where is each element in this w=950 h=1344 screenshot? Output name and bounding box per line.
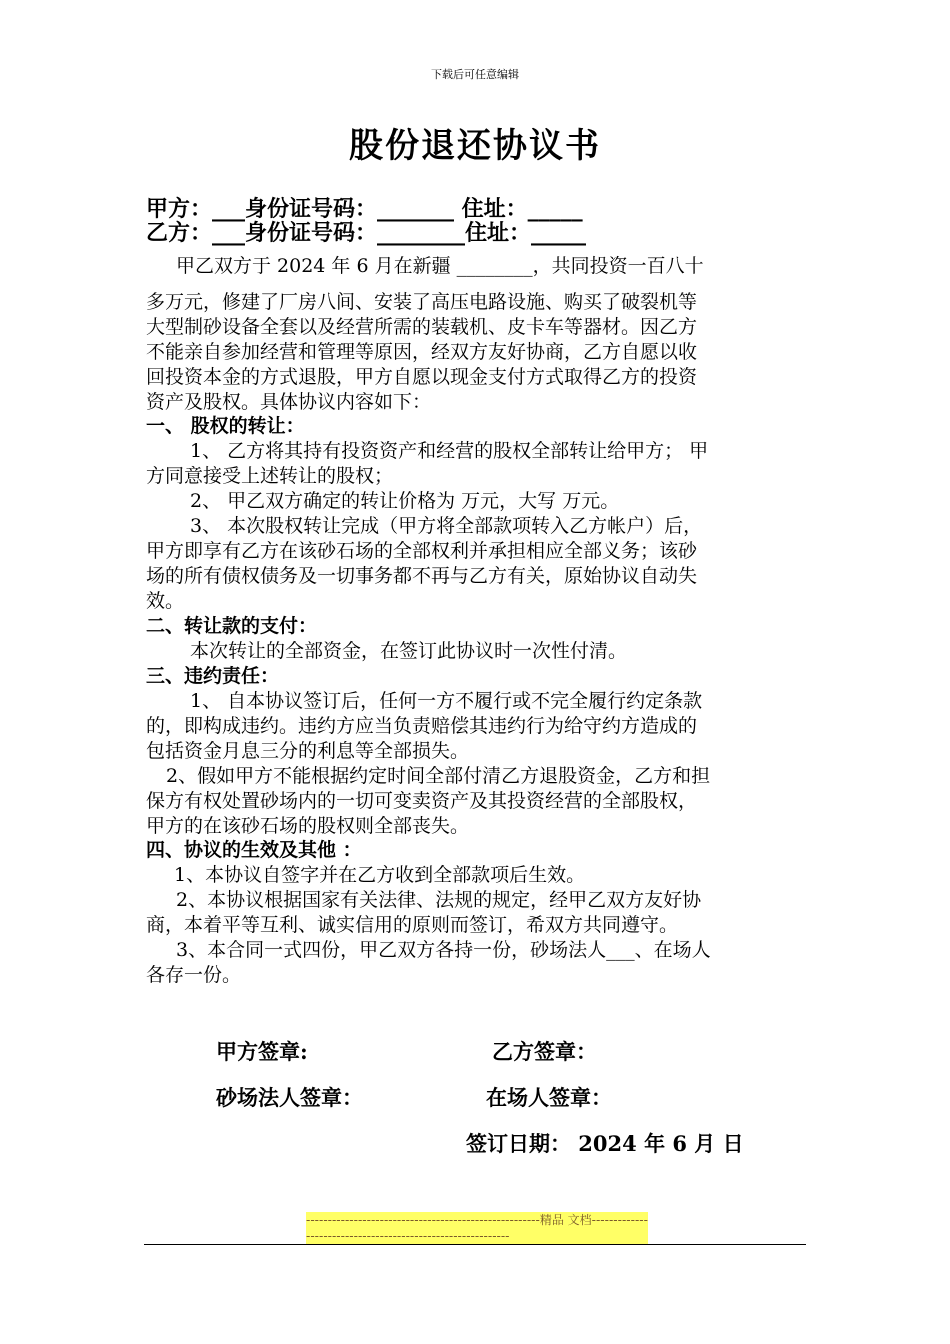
onsite-signature-label: 在场人签章： — [486, 1085, 612, 1110]
party-b-signature-label: 乙方签章： — [492, 1039, 597, 1064]
section-line: 商，本着平等互利、诚实信用的原则而签订，希双方共同遵守。 — [146, 914, 679, 936]
section-line: 2、 甲乙双方确定的转让价格为 万元，大写 万元。 — [190, 490, 620, 512]
section-line: 2、本协议根据国家有关法律、法规的规定，经甲乙双方友好协 — [176, 889, 702, 911]
intro-line: 大型制砂设备全套以及经营所需的装载机、皮卡车等器材。因乙方 — [146, 316, 698, 338]
legal-rep-signature-label: 砂场法人签章： — [216, 1085, 363, 1110]
section-line: 效。 — [146, 590, 185, 612]
intro-line: 不能亲自参加经营和管理等原因，经双方友好协商，乙方自愿以收 — [146, 341, 698, 363]
section-line: 的，即构成违约。违约方应当负责赔偿其违约行为给守约方造成的 — [146, 715, 698, 737]
section-heading: 三、违约责任： — [146, 665, 280, 687]
intro-line: 甲乙双方于 2024 年 6 月在新疆 ________，共同投资一百八十 — [176, 255, 704, 277]
section-line: 场的所有债权债务及一切事务都不再与乙方有关，原始协议自动失 — [146, 565, 698, 587]
section-line: 2、假如甲方不能根据约定时间全部付清乙方退股资金，乙方和担 — [166, 765, 711, 787]
bottom-rule — [144, 1244, 806, 1245]
section-line: 方同意接受上述转让的股权； — [146, 465, 394, 487]
section-line: 甲方即享有乙方在该砂石场的全部权利并承担相应全部义务；该砂 — [146, 540, 698, 562]
section-line: 1、 乙方将其持有投资资产和经营的股权全部转让给甲方； 甲 — [190, 440, 709, 462]
party-a-signature-label: 甲方签章: — [216, 1039, 308, 1064]
signing-date: 签订日期： 2024 年 6 月 日 — [466, 1131, 744, 1156]
section-line: 本次转让的全部资金，在签订此协议时一次性付清。 — [190, 640, 628, 662]
section-line: 各存一份。 — [146, 964, 242, 986]
intro-line: 回投资本金的方式退股，甲方自愿以现金支付方式取得乙方的投资 — [146, 366, 698, 388]
party-b-line: 乙方：___身份证号码：________住址：_____ — [146, 220, 587, 246]
section-heading: 一、 股权的转让： — [146, 415, 305, 437]
document-title: 股份退还协议书 — [349, 126, 601, 166]
section-line: 保方有权处置砂场内的一切可变卖资产及其投资经营的全部股权， — [146, 790, 698, 812]
intro-line: 多万元，修建了厂房八间、安装了高压电路设施、购买了破裂机等 — [146, 291, 698, 313]
footer-banner: ------------------------------------------------------精品 文档------------------------------------------------------------ — [306, 1213, 648, 1243]
section-heading: 二、转让款的支付： — [146, 615, 318, 637]
section-line: 1、 自本协议签订后，任何一方不履行或不完全履行约定条款 — [190, 690, 703, 712]
section-line: 1、本协议自签字并在乙方收到全部款项后生效。 — [174, 864, 586, 886]
section-line: 3、 本次股权转让完成（甲方将全部款项转入乙方帐户）后， — [190, 515, 703, 537]
section-line: 甲方的在该砂石场的股权则全部丧失。 — [146, 815, 470, 837]
intro-line: 资产及股权。具体协议内容如下： — [146, 391, 432, 413]
header-note: 下载后可任意编辑 — [431, 68, 519, 81]
section-line: 3、本合同一式四份，甲乙双方各持一份，砂场法人___、在场人 — [176, 939, 711, 961]
party-a-line: 甲方：___身份证号码：_______ 住址：_____ — [146, 196, 583, 222]
section-heading: 四、协议的生效及其他 ： — [146, 839, 362, 861]
section-line: 包括资金月息三分的利息等全部损失。 — [146, 740, 470, 762]
